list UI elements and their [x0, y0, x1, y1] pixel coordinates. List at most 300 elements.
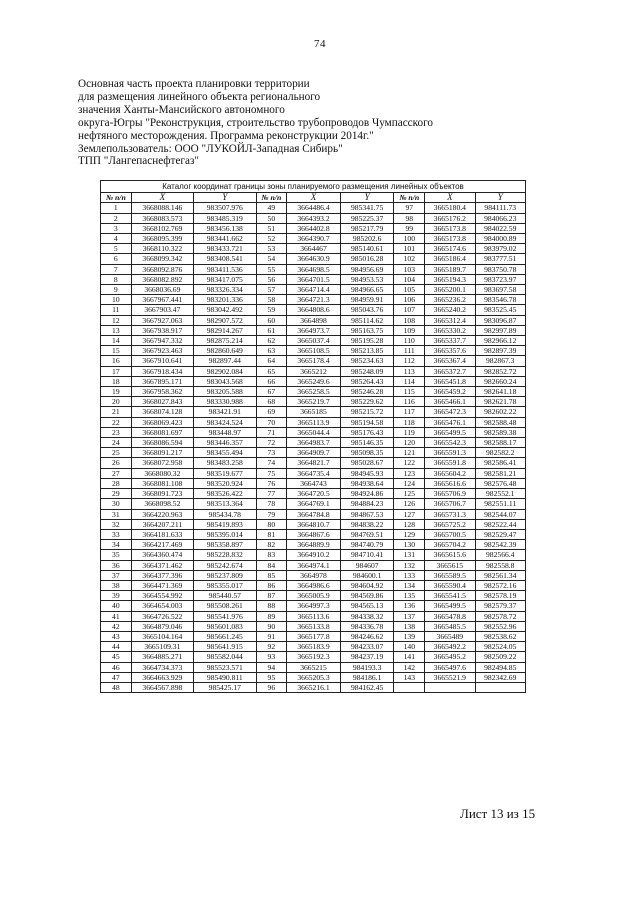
- cell-y-coordinate: 983201.336: [194, 295, 256, 305]
- cell-point-number: 90: [256, 621, 287, 631]
- cell-y-coordinate: 983777.51: [475, 254, 526, 264]
- cell-y-coordinate: 982907.572: [194, 315, 256, 325]
- cell-y-coordinate: 985601.083: [194, 621, 256, 631]
- cell-x-coordinate: 3665725.2: [425, 519, 475, 529]
- cell-point-number: 128: [394, 519, 425, 529]
- cell-y-coordinate: 983546.78: [475, 295, 526, 305]
- cell-x-coordinate: 3665492.2: [425, 642, 475, 652]
- cell-x-coordinate: 3664471.369: [131, 580, 193, 590]
- cell-point-number: 96: [256, 682, 287, 692]
- cell-x-coordinate: 3664784.8: [287, 509, 341, 519]
- cell-x-coordinate: 3665044.4: [287, 427, 341, 437]
- cell-point-number: 15: [101, 346, 132, 356]
- cell-y-coordinate: 985490.811: [194, 672, 256, 682]
- cell-point-number: 114: [394, 376, 425, 386]
- col-header-number: № п/п: [101, 193, 132, 203]
- cell-point-number: 81: [256, 529, 287, 539]
- cell-y-coordinate: 984953.53: [340, 274, 394, 284]
- cell-point-number: 13: [101, 325, 132, 335]
- cell-y-coordinate: 984193.3: [340, 662, 394, 672]
- cell-x-coordinate: 3665005.9: [287, 591, 341, 601]
- table-row: [101, 325, 526, 335]
- cell-x-coordinate: 3665476.1: [425, 417, 475, 427]
- cell-y-coordinate: 983448.97: [194, 427, 256, 437]
- cell-y-coordinate: 983441.662: [194, 234, 256, 244]
- cell-point-number: 106: [394, 295, 425, 305]
- table-row: [101, 499, 526, 509]
- cell-y-coordinate: 982966.12: [475, 336, 526, 346]
- cell-point-number: 109: [394, 325, 425, 335]
- cell-x-coordinate: 3668110.322: [131, 244, 193, 254]
- cell-x-coordinate: 3665192.3: [287, 652, 341, 662]
- cell-point-number: 34: [101, 540, 132, 550]
- cell-x-coordinate: 3665591.8: [425, 458, 475, 468]
- cell-y-coordinate: 984838.22: [340, 519, 394, 529]
- coordinate-catalog-table: [100, 180, 526, 693]
- cell-x-coordinate: 3664879.046: [131, 621, 193, 631]
- table-row: [101, 213, 526, 223]
- table-caption: Каталог координат границы зоны планируемого размещения линейных объектов: [101, 181, 526, 193]
- table-row: [101, 591, 526, 601]
- cell-y-coordinate: 984966.65: [340, 285, 394, 295]
- cell-x-coordinate: 3665186.4: [425, 254, 475, 264]
- col-header-y: Y: [340, 193, 394, 203]
- cell-y-coordinate: 985246.28: [340, 387, 394, 397]
- cell-x-coordinate: 3664698.5: [287, 264, 341, 274]
- cell-x-coordinate: 3665108.5: [287, 346, 341, 356]
- cell-x-coordinate: 3665189.7: [425, 264, 475, 274]
- cell-y-coordinate: 984338.32: [340, 611, 394, 621]
- cell-y-coordinate: 982552.96: [475, 621, 526, 631]
- cell-point-number: 47: [101, 672, 132, 682]
- cell-x-coordinate: 3664721.3: [287, 295, 341, 305]
- cell-y-coordinate: 985425.17: [194, 682, 256, 692]
- cell-point-number: 79: [256, 509, 287, 519]
- cell-y-coordinate: 985242.674: [194, 560, 256, 570]
- cell-x-coordinate: 3668069.423: [131, 417, 193, 427]
- cell-x-coordinate: 3665258.5: [287, 387, 341, 397]
- cell-y-coordinate: 983750.78: [475, 264, 526, 274]
- cell-x-coordinate: 3665604.2: [425, 468, 475, 478]
- cell-y-coordinate: 983417.075: [194, 274, 256, 284]
- cell-point-number: 124: [394, 478, 425, 488]
- cell-y-coordinate: 985237.809: [194, 570, 256, 580]
- cell-point-number: 103: [394, 264, 425, 274]
- cell-x-coordinate: 3668091.217: [131, 448, 193, 458]
- cell-point-number: 101: [394, 244, 425, 254]
- cell-point-number: 71: [256, 427, 287, 437]
- table-row: [101, 274, 526, 284]
- cell-y-coordinate: 984945.93: [340, 468, 394, 478]
- cell-x-coordinate: 3665372.7: [425, 366, 475, 376]
- cell-x-coordinate: 3665194.3: [425, 274, 475, 284]
- cell-y-coordinate: 985434.78: [194, 509, 256, 519]
- cell-point-number: 17: [101, 366, 132, 376]
- cell-point-number: 42: [101, 621, 132, 631]
- cell-y-coordinate: 983455.494: [194, 448, 256, 458]
- tpp-line: ТПП "Лангепаснефтегаз": [78, 155, 199, 168]
- cell-point-number: 30: [101, 499, 132, 509]
- cell-x-coordinate: 3665177.8: [287, 631, 341, 641]
- cell-point-number: 38: [101, 580, 132, 590]
- cell-x-coordinate: 3668083.573: [131, 213, 193, 223]
- cell-y-coordinate: 984600.1: [340, 570, 394, 580]
- table-row: [101, 397, 526, 407]
- cell-point-number: 72: [256, 438, 287, 448]
- cell-point-number: 53: [256, 244, 287, 254]
- cell-y-coordinate: 983408.541: [194, 254, 256, 264]
- cell-y-coordinate: 983483.258: [194, 458, 256, 468]
- cell-point-number: 137: [394, 611, 425, 621]
- cell-point-number: 118: [394, 417, 425, 427]
- table-row: [101, 570, 526, 580]
- cell-point-number: 58: [256, 295, 287, 305]
- cell-y-coordinate: 982524.05: [475, 642, 526, 652]
- cell-y-coordinate: 983205.588: [194, 387, 256, 397]
- cell-y-coordinate: 984867.53: [340, 509, 394, 519]
- cell-y-coordinate: [475, 682, 526, 692]
- cell-y-coordinate: 982586.41: [475, 458, 526, 468]
- cell-x-coordinate: 3665499.5: [425, 427, 475, 437]
- cell-y-coordinate: 983421.91: [194, 407, 256, 417]
- cell-x-coordinate: 3665466.1: [425, 397, 475, 407]
- cell-y-coordinate: 984162.45: [340, 682, 394, 692]
- cell-y-coordinate: 984884.23: [340, 499, 394, 509]
- cell-point-number: 95: [256, 672, 287, 682]
- cell-point-number: 102: [394, 254, 425, 264]
- cell-x-coordinate: 3665249.6: [287, 376, 341, 386]
- cell-y-coordinate: 982621.78: [475, 397, 526, 407]
- cell-y-coordinate: 982588.17: [475, 438, 526, 448]
- cell-x-coordinate: 3665731.3: [425, 509, 475, 519]
- cell-point-number: 132: [394, 560, 425, 570]
- cell-x-coordinate: 3668091.723: [131, 489, 193, 499]
- cell-point-number: 85: [256, 570, 287, 580]
- cell-point-number: 80: [256, 519, 287, 529]
- cell-y-coordinate: 985641.915: [194, 642, 256, 652]
- cell-point-number: 19: [101, 387, 132, 397]
- cell-y-coordinate: 982582.2: [475, 448, 526, 458]
- cell-x-coordinate: 3664554.992: [131, 591, 193, 601]
- cell-x-coordinate: 3664720.5: [287, 489, 341, 499]
- cell-point-number: 2: [101, 213, 132, 223]
- table-row: [101, 387, 526, 397]
- cell-y-coordinate: 985229.62: [340, 397, 394, 407]
- cell-y-coordinate: 983513.364: [194, 499, 256, 509]
- cell-x-coordinate: 3664377.396: [131, 570, 193, 580]
- cell-x-coordinate: 3664714.4: [287, 285, 341, 295]
- cell-x-coordinate: 3668098.52: [131, 499, 193, 509]
- table-row: [101, 295, 526, 305]
- table-row: [101, 458, 526, 468]
- cell-point-number: 27: [101, 468, 132, 478]
- cell-point-number: 22: [101, 417, 132, 427]
- table-row: [101, 601, 526, 611]
- cell-point-number: 120: [394, 438, 425, 448]
- col-header-x: X: [131, 193, 193, 203]
- cell-x-coordinate: 3665700.5: [425, 529, 475, 539]
- cell-x-coordinate: 3664360.474: [131, 550, 193, 560]
- cell-point-number: 70: [256, 417, 287, 427]
- cell-y-coordinate: 985228.832: [194, 550, 256, 560]
- cell-x-coordinate: 3664885.271: [131, 652, 193, 662]
- cell-point-number: 130: [394, 540, 425, 550]
- cell-y-coordinate: 982542.39: [475, 540, 526, 550]
- cell-point-number: [394, 682, 425, 692]
- cell-point-number: 16: [101, 356, 132, 366]
- cell-y-coordinate: 982561.34: [475, 570, 526, 580]
- col-header-x: X: [425, 193, 475, 203]
- cell-x-coordinate: 3665178.4: [287, 356, 341, 366]
- cell-point-number: 135: [394, 591, 425, 601]
- cell-point-number: 98: [394, 213, 425, 223]
- cell-y-coordinate: 982588.48: [475, 417, 526, 427]
- cell-x-coordinate: 3665037.4: [287, 336, 341, 346]
- table-row: [101, 203, 526, 213]
- cell-point-number: 94: [256, 662, 287, 672]
- cell-x-coordinate: 3665236.2: [425, 295, 475, 305]
- table-row: [101, 631, 526, 641]
- cell-x-coordinate: 3665200.1: [425, 285, 475, 295]
- cell-x-coordinate: 3668081.108: [131, 478, 193, 488]
- table-row: [101, 346, 526, 356]
- cell-point-number: 75: [256, 468, 287, 478]
- cell-x-coordinate: 3665240.2: [425, 305, 475, 315]
- cell-point-number: 105: [394, 285, 425, 295]
- cell-y-coordinate: 985341.75: [340, 203, 394, 213]
- cell-y-coordinate: 985202.6: [340, 234, 394, 244]
- cell-point-number: 57: [256, 285, 287, 295]
- cell-x-coordinate: 3665183.9: [287, 642, 341, 652]
- table-row: [101, 285, 526, 295]
- cell-point-number: 110: [394, 336, 425, 346]
- cell-point-number: 84: [256, 560, 287, 570]
- cell-point-number: 78: [256, 499, 287, 509]
- cell-x-coordinate: 3664983.7: [287, 438, 341, 448]
- table-row: [101, 305, 526, 315]
- cell-y-coordinate: 982572.16: [475, 580, 526, 590]
- cell-y-coordinate: 984740.79: [340, 540, 394, 550]
- cell-x-coordinate: 3665497.6: [425, 662, 475, 672]
- header-line: значения Ханты-Мансийского автономного: [78, 103, 285, 116]
- cell-point-number: 63: [256, 346, 287, 356]
- cell-y-coordinate: 982579.37: [475, 601, 526, 611]
- cell-x-coordinate: 3664974.1: [287, 560, 341, 570]
- cell-y-coordinate: 985395.014: [194, 529, 256, 539]
- cell-y-coordinate: 985195.28: [340, 336, 394, 346]
- cell-y-coordinate: 982875.214: [194, 336, 256, 346]
- cell-x-coordinate: 3664769.1: [287, 499, 341, 509]
- cell-x-coordinate: 3664467: [287, 244, 341, 254]
- cell-x-coordinate: 3665706.7: [425, 499, 475, 509]
- cell-point-number: 77: [256, 489, 287, 499]
- cell-point-number: 40: [101, 601, 132, 611]
- cell-y-coordinate: 984066.23: [475, 213, 526, 223]
- cell-point-number: 115: [394, 387, 425, 397]
- cell-x-coordinate: 3665459.2: [425, 387, 475, 397]
- cell-y-coordinate: 982529.47: [475, 529, 526, 539]
- table-row: [101, 315, 526, 325]
- cell-point-number: 116: [394, 397, 425, 407]
- col-header-y: Y: [194, 193, 256, 203]
- cell-point-number: 43: [101, 631, 132, 641]
- cell-x-coordinate: 3664867.6: [287, 529, 341, 539]
- cell-point-number: 10: [101, 295, 132, 305]
- cell-y-coordinate: 982589.38: [475, 427, 526, 437]
- cell-point-number: 74: [256, 458, 287, 468]
- cell-y-coordinate: 982509.22: [475, 652, 526, 662]
- cell-y-coordinate: 982852.72: [475, 366, 526, 376]
- cell-y-coordinate: 983520.924: [194, 478, 256, 488]
- cell-y-coordinate: 984186.1: [340, 672, 394, 682]
- cell-point-number: 62: [256, 336, 287, 346]
- cell-x-coordinate: 3665589.5: [425, 570, 475, 580]
- cell-y-coordinate: 982660.24: [475, 376, 526, 386]
- cell-point-number: 37: [101, 570, 132, 580]
- cell-y-coordinate: 985582.044: [194, 652, 256, 662]
- cell-point-number: 123: [394, 468, 425, 478]
- header-line: Основная часть проекта планировки территории: [78, 78, 310, 90]
- cell-y-coordinate: 983979.02: [475, 244, 526, 254]
- cell-point-number: 59: [256, 305, 287, 315]
- cell-x-coordinate: 3668080.32: [131, 468, 193, 478]
- table-row: [101, 336, 526, 346]
- col-header-y: Y: [475, 193, 526, 203]
- cell-x-coordinate: 3664734.373: [131, 662, 193, 672]
- cell-x-coordinate: 3667947.332: [131, 336, 193, 346]
- cell-x-coordinate: 3665330.2: [425, 325, 475, 335]
- cell-y-coordinate: 983042.492: [194, 305, 256, 315]
- cell-y-coordinate: 985016.28: [340, 254, 394, 264]
- cell-point-number: 29: [101, 489, 132, 499]
- cell-x-coordinate: 3665113.9: [287, 417, 341, 427]
- cell-y-coordinate: 984924.86: [340, 489, 394, 499]
- cell-point-number: 129: [394, 529, 425, 539]
- cell-x-coordinate: 3665109.31: [131, 642, 193, 652]
- cell-x-coordinate: 3664898: [287, 315, 341, 325]
- cell-point-number: 86: [256, 580, 287, 590]
- cell-x-coordinate: 3665357.6: [425, 346, 475, 356]
- col-header-x: X: [287, 193, 341, 203]
- cell-point-number: 26: [101, 458, 132, 468]
- cell-y-coordinate: 985043.76: [340, 305, 394, 315]
- cell-y-coordinate: 982578.19: [475, 591, 526, 601]
- cell-point-number: 41: [101, 611, 132, 621]
- cell-x-coordinate: 3665219.7: [287, 397, 341, 407]
- cell-point-number: 18: [101, 376, 132, 386]
- cell-x-coordinate: 3665133.8: [287, 621, 341, 631]
- cell-y-coordinate: 985146.35: [340, 438, 394, 448]
- cell-x-coordinate: 3664808.6: [287, 305, 341, 315]
- cell-x-coordinate: 3664663.929: [131, 672, 193, 682]
- cell-point-number: 87: [256, 591, 287, 601]
- cell-x-coordinate: 3668088.146: [131, 203, 193, 213]
- cell-point-number: 66: [256, 376, 287, 386]
- cell-x-coordinate: 3668095.399: [131, 234, 193, 244]
- cell-y-coordinate: 982544.07: [475, 509, 526, 519]
- document-header: [78, 78, 578, 168]
- cell-y-coordinate: 982566.4: [475, 550, 526, 560]
- cell-y-coordinate: 984938.64: [340, 478, 394, 488]
- cell-point-number: 134: [394, 580, 425, 590]
- table-row: [101, 662, 526, 672]
- cell-point-number: 21: [101, 407, 132, 417]
- cell-y-coordinate: 982860.649: [194, 346, 256, 356]
- cell-y-coordinate: 985217.79: [340, 223, 394, 233]
- cell-x-coordinate: 3664743: [287, 478, 341, 488]
- table-row: [101, 580, 526, 590]
- cell-point-number: 49: [256, 203, 287, 213]
- cell-point-number: 97: [394, 203, 425, 213]
- cell-y-coordinate: 984111.73: [475, 203, 526, 213]
- cell-x-coordinate: 3665615.6: [425, 550, 475, 560]
- cell-point-number: 89: [256, 611, 287, 621]
- cell-point-number: 35: [101, 550, 132, 560]
- cell-x-coordinate: 3665472.3: [425, 407, 475, 417]
- page-number: 74: [314, 38, 326, 50]
- cell-point-number: 45: [101, 652, 132, 662]
- cell-y-coordinate: 982578.72: [475, 611, 526, 621]
- cell-point-number: 67: [256, 387, 287, 397]
- cell-point-number: 107: [394, 305, 425, 315]
- cell-point-number: 5: [101, 244, 132, 254]
- cell-y-coordinate: 985176.43: [340, 427, 394, 437]
- cell-x-coordinate: 3668082.892: [131, 274, 193, 284]
- cell-x-coordinate: 3667967.441: [131, 295, 193, 305]
- cell-x-coordinate: 3664973.7: [287, 325, 341, 335]
- cell-point-number: 33: [101, 529, 132, 539]
- cell-x-coordinate: 3665495.2: [425, 652, 475, 662]
- cell-x-coordinate: 3667958.362: [131, 387, 193, 397]
- cell-x-coordinate: 3664997.3: [287, 601, 341, 611]
- cell-point-number: 113: [394, 366, 425, 376]
- cell-x-coordinate: 3665173.8: [425, 223, 475, 233]
- cell-y-coordinate: 983526.422: [194, 489, 256, 499]
- cell-y-coordinate: 985440.57: [194, 591, 256, 601]
- cell-x-coordinate: 3667903.47: [131, 305, 193, 315]
- table-row: [101, 611, 526, 621]
- cell-y-coordinate: 983446.357: [194, 438, 256, 448]
- cell-y-coordinate: 984769.51: [340, 529, 394, 539]
- cell-point-number: 8: [101, 274, 132, 284]
- cell-x-coordinate: 3665478.8: [425, 611, 475, 621]
- cell-y-coordinate: 984565.13: [340, 601, 394, 611]
- cell-point-number: 1: [101, 203, 132, 213]
- table-row: [101, 540, 526, 550]
- cell-point-number: 51: [256, 223, 287, 233]
- cell-x-coordinate: 3665706.9: [425, 489, 475, 499]
- cell-y-coordinate: 984569.86: [340, 591, 394, 601]
- cell-x-coordinate: 3664630.9: [287, 254, 341, 264]
- cell-point-number: 56: [256, 274, 287, 284]
- cell-y-coordinate: 985114.62: [340, 315, 394, 325]
- cell-x-coordinate: 3668086.594: [131, 438, 193, 448]
- cell-point-number: 23: [101, 427, 132, 437]
- cell-point-number: 111: [394, 346, 425, 356]
- cell-y-coordinate: 984607: [340, 560, 394, 570]
- cell-y-coordinate: 985419.893: [194, 519, 256, 529]
- cell-y-coordinate: 985508.261: [194, 601, 256, 611]
- table-row: [101, 366, 526, 376]
- cell-point-number: 136: [394, 601, 425, 611]
- cell-point-number: 25: [101, 448, 132, 458]
- header-line: нефтяного месторождения. Программа реконструкции 2014г.": [78, 129, 374, 142]
- cell-y-coordinate: 983424.524: [194, 417, 256, 427]
- cell-point-number: 60: [256, 315, 287, 325]
- cell-x-coordinate: 3664910.2: [287, 550, 341, 560]
- table-body: [101, 203, 526, 693]
- cell-y-coordinate: 984956.69: [340, 264, 394, 274]
